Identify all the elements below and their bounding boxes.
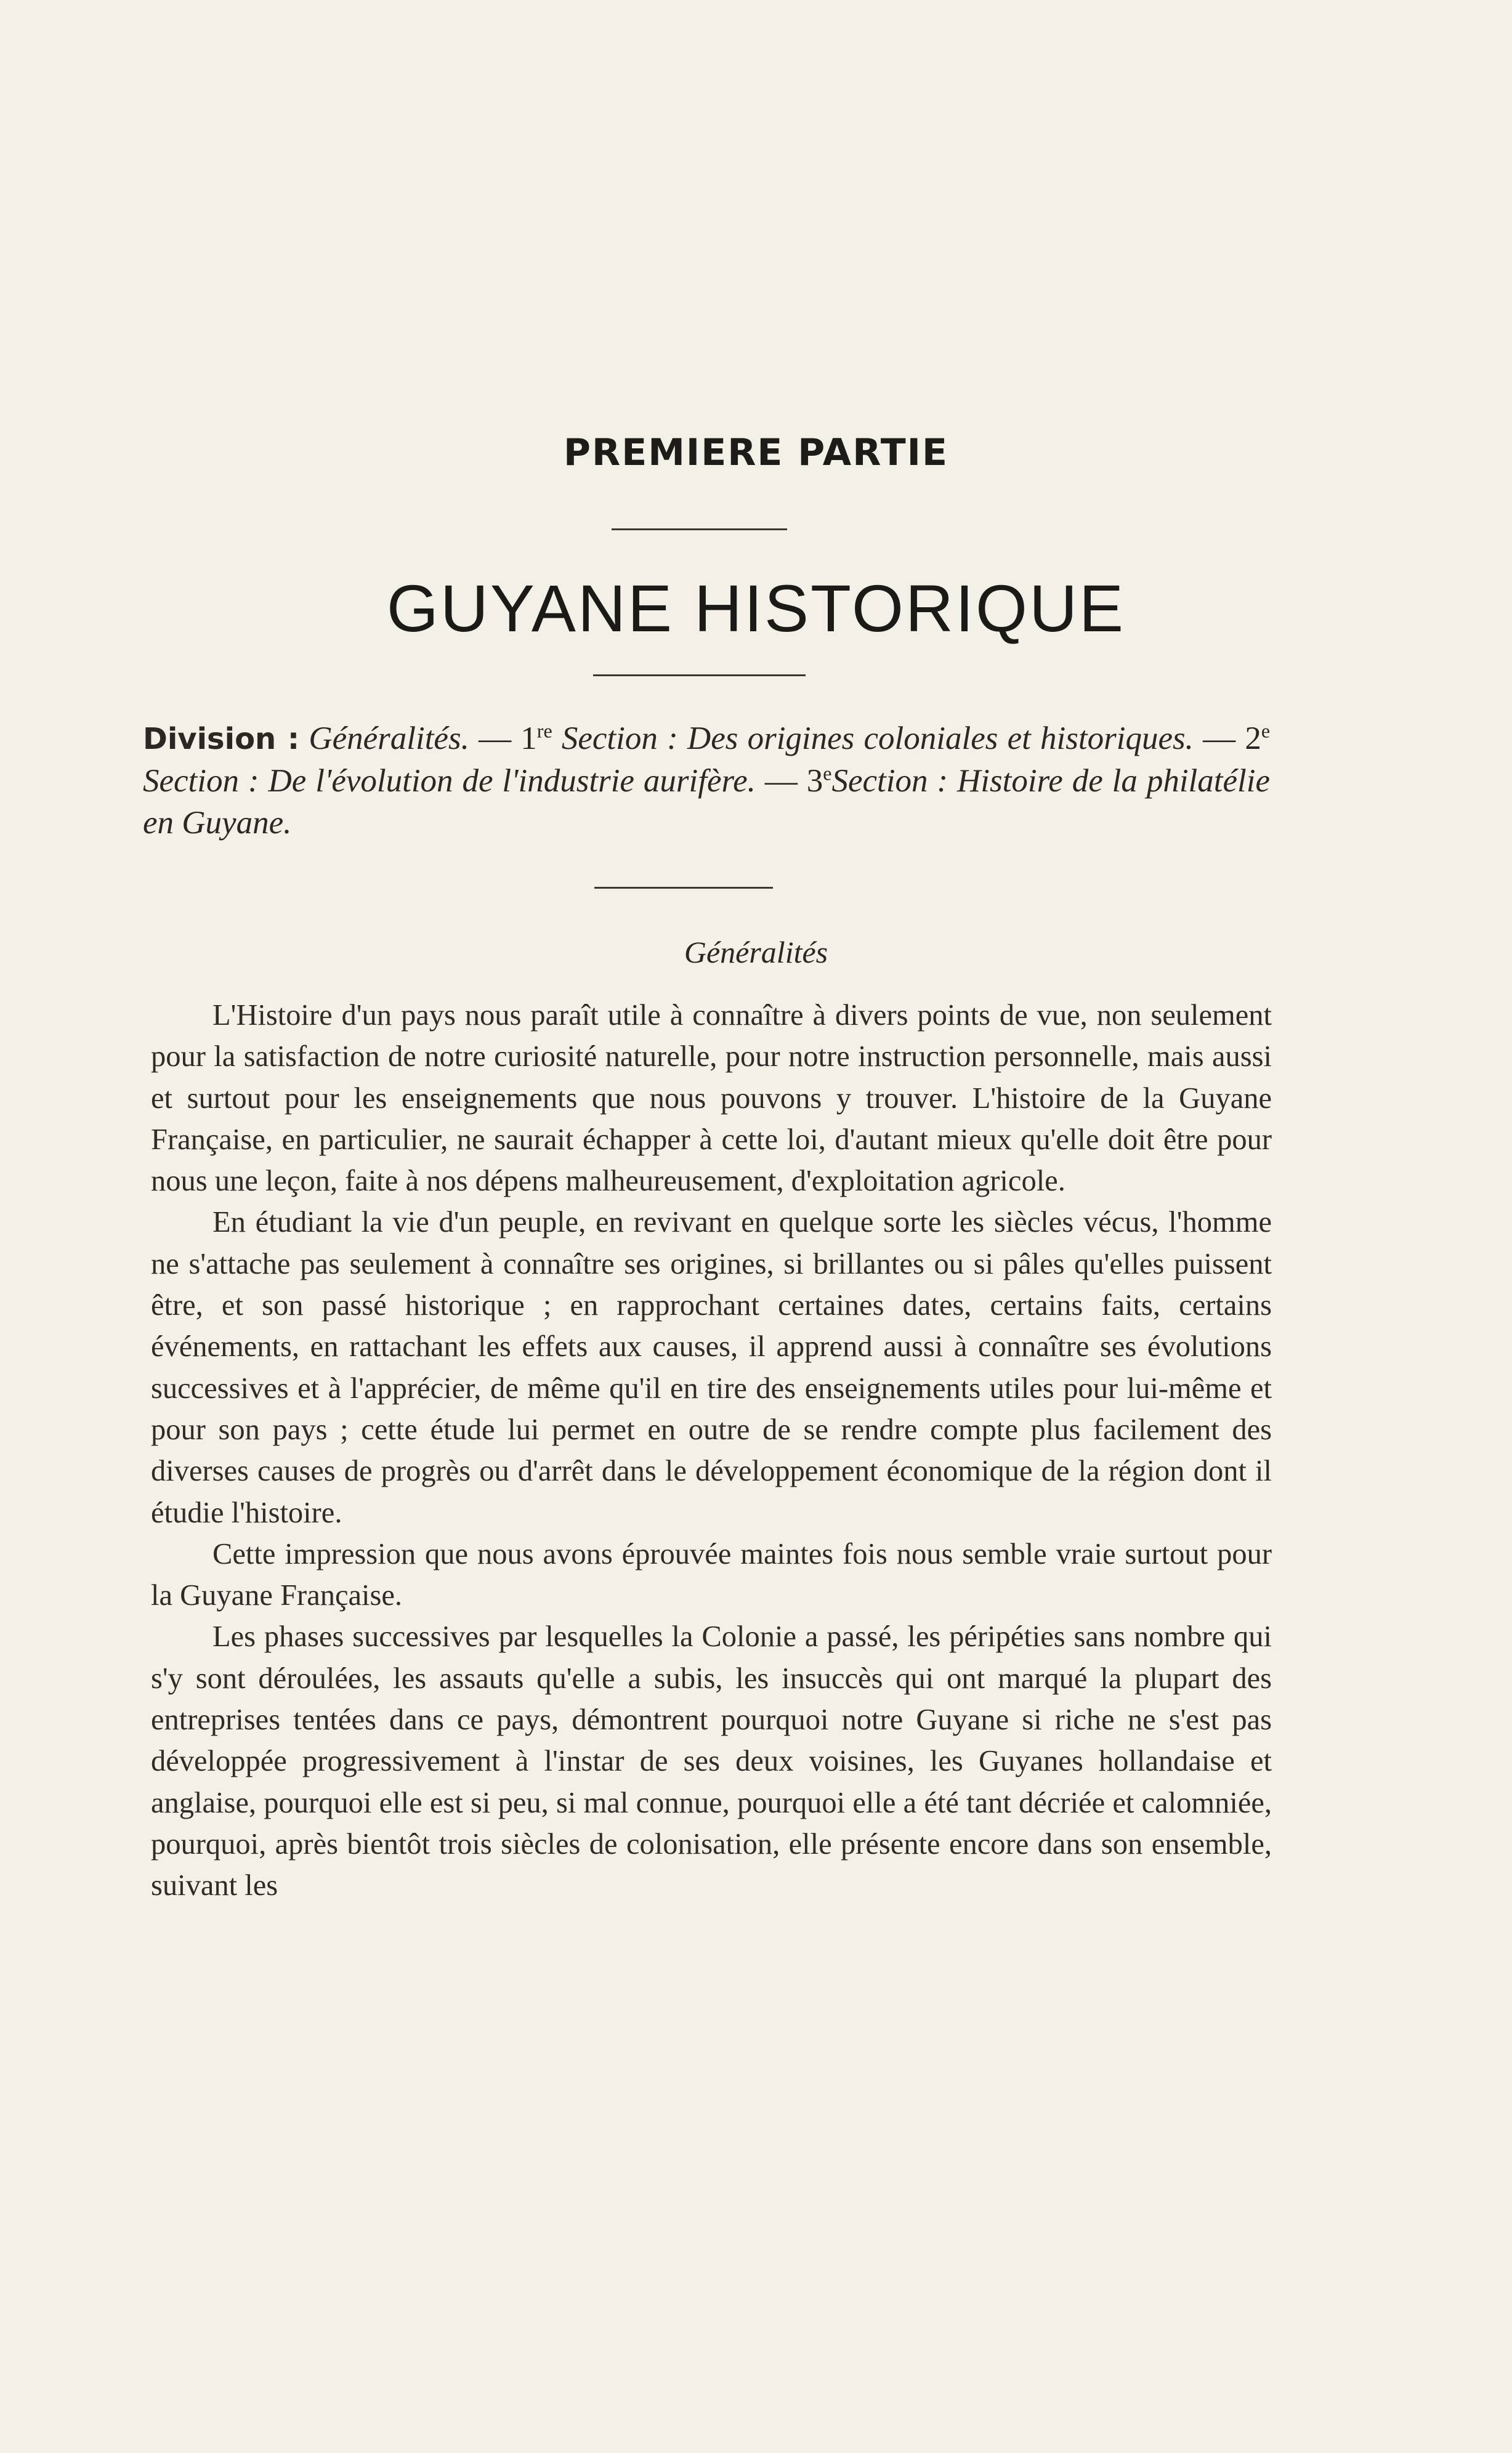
part-title: PREMIERE PARTIE (564, 431, 948, 474)
section3-superscript: e (823, 762, 832, 785)
paragraph: L'Histoire d'un pays nous paraît utile à connaître à divers points de vue, non seulement pour la satisfaction de notre curiosité naturelle, pour notre instruction personnelle, mais aussi et surtout pour les enseignements que nous pouvons y trouver. L'histoire de la Guyane Française, en particulier, ne saurait échapper à cette loi, d'autant mieux qu'elle doit être pour nous une leçon, faite à nos dépens malheureusement, d'exploitation agricole. (151, 999, 1272, 1198)
section3-number: 3 (806, 763, 823, 799)
division-summary (143, 717, 1270, 844)
division-generalites: Généralités. (309, 721, 469, 756)
main-title: GUYANE HISTORIQUE (386, 571, 1126, 645)
section-heading: Généralités (684, 935, 828, 969)
section2-number: 2 (1245, 721, 1261, 756)
division-dash: — (479, 721, 512, 756)
section-rule (594, 887, 773, 889)
division-dash: — (1203, 721, 1236, 756)
title-rule-top (612, 528, 787, 530)
section1-text: Section : Des origines coloniales et historiques. (561, 721, 1194, 756)
division-label: Division : (143, 722, 300, 756)
title-rule-bottom (593, 674, 806, 676)
section2-text: Section : De l'évolution de l'industrie aurifère. (143, 763, 756, 799)
body-text (151, 995, 1272, 1907)
paragraph: Cette impression que nous avons éprouvée maintes fois nous semble vraie surtout pour la Guyane Française. (151, 1537, 1272, 1612)
section1-superscript: re (536, 719, 552, 742)
section1-number: 1 (520, 721, 537, 756)
paragraph: Les phases successives par lesquelles la Colonie a passé, les péripéties sans nombre qui s'y sont déroulées, les assauts qu'elle a subis, les insuccès qui ont marqué la plupart des entreprises tentées dans ce pays, démontrent pourquoi notre Guyane si riche ne s'est pas développée progressivement à l'instar de ses deux voisines, les Guyanes hollandaise et anglaise, pourquoi elle est si peu, si mal connue, pourquoi elle a été tant décriée et calomniée, pourquoi, après bientôt trois siècles de colonisation, elle présente encore dans son ensemble, suivant les (151, 1620, 1272, 1902)
section2-superscript: e (1261, 719, 1271, 742)
paragraph: En étudiant la vie d'un peuple, en revivant en quelque sorte les siècles vécus, l'homme ne s'attache pas seulement à connaître ses origines, si brillantes ou si pâles qu'elles puissent être, et son passé historique ; en rapprochant certaines dates, certains faits, certains événements, en rattachant les effets aux causes, il apprend aussi à connaître ses évolutions successives et à l'apprécier, de même qu'il en tire des enseignements utiles pour lui-même et pour son pays ; cette étude lui permet en outre de se rendre compte plus facilement des diverses causes de progrès ou d'arrêt dans le développement économique de la région dont il étudie l'histoire. (151, 1206, 1272, 1529)
section3-text: Section : Histoire de la philatélie en Guyane. (143, 763, 1271, 841)
division-dash: — (764, 763, 798, 799)
